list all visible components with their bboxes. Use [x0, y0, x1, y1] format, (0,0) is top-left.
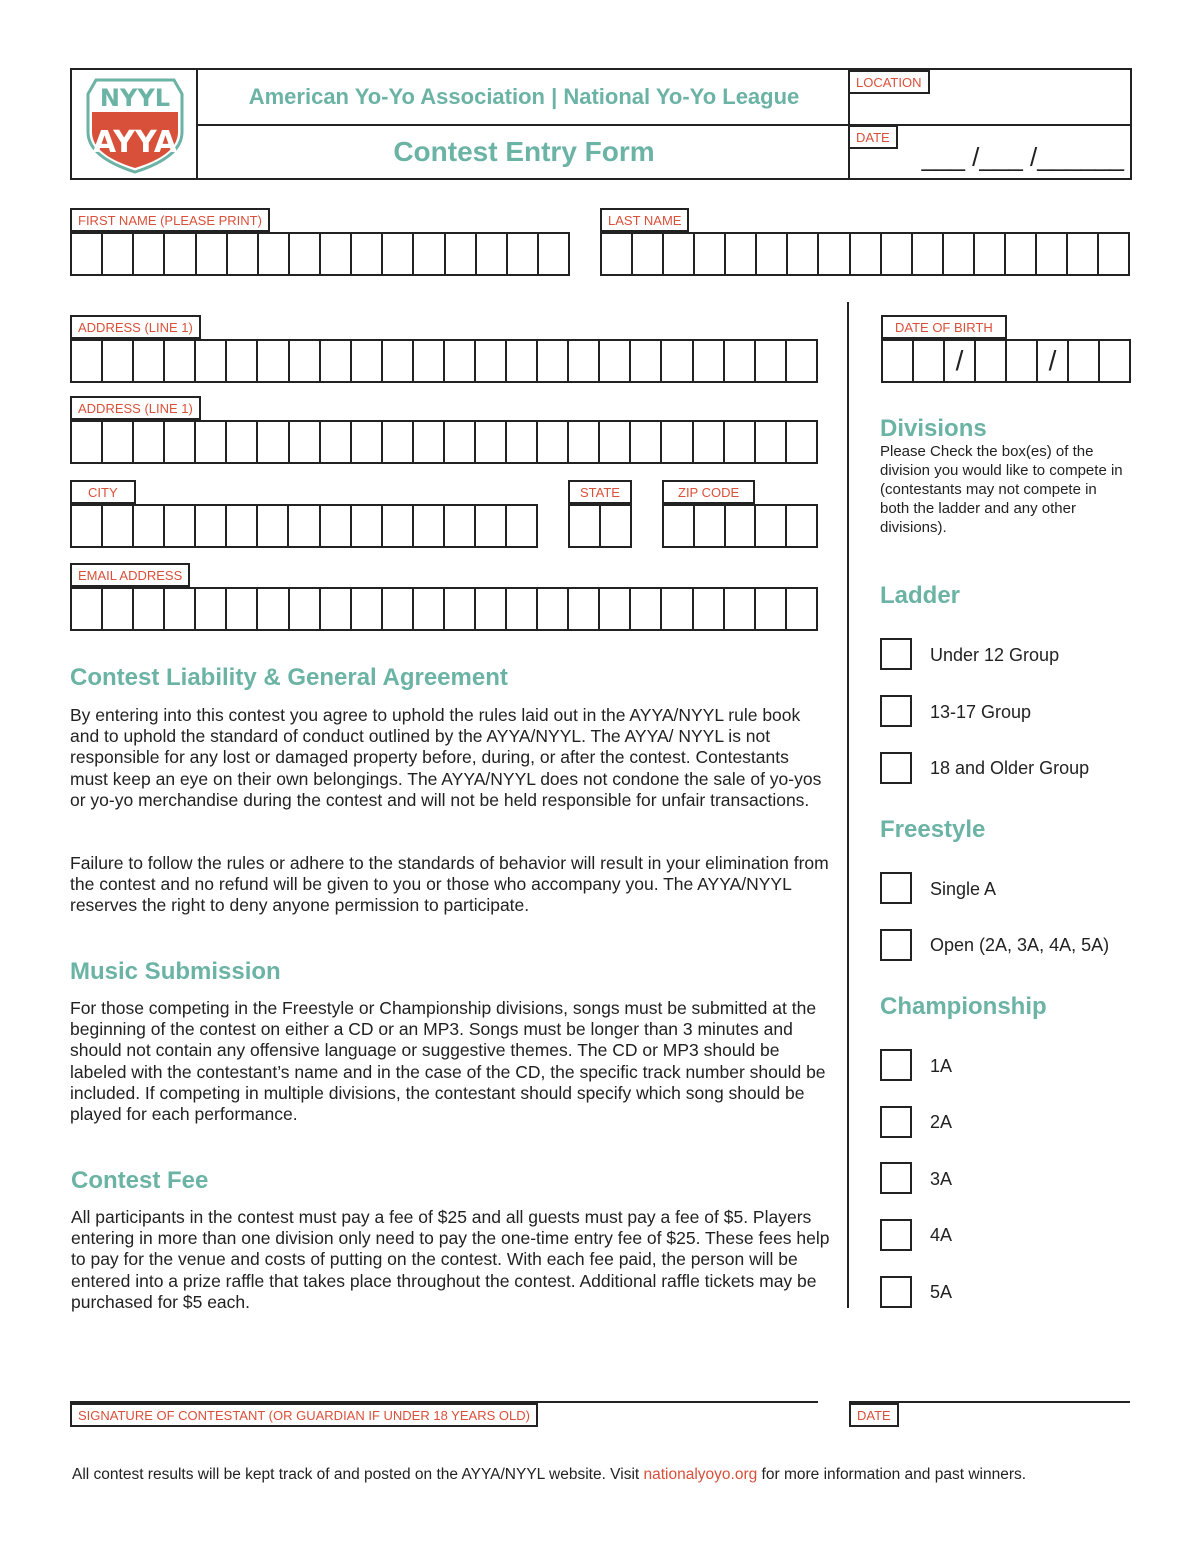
- divisions-instructions: Please Check the box(es) of the division you would like to compete in (contestants may not compete in both the ladder and any other divisions).: [880, 443, 1123, 536]
- footer-link[interactable]: nationalyoyo.org: [643, 1466, 758, 1483]
- signature-date-label: DATE: [849, 1403, 899, 1427]
- address1-input[interactable]: [70, 339, 818, 383]
- checkbox-18-older[interactable]: [880, 752, 912, 784]
- signature-label: SIGNATURE OF CONTESTANT (OR GUARDIAN IF UNDER 18 YEARS OLD): [70, 1403, 538, 1427]
- championship-option-3a: 3A: [930, 1169, 953, 1189]
- liability-paragraph-1: By entering into this contest you agree to uphold the rules laid out in the AYYA/NYYL rule book and to uphold the standard of conduct outlined by the AYYA/NYYL. The AYYA/ NYYL is not responsible for any lost or damaged property before, during, or after the contest. Contestants must keep an eye on their own belongings. The AYYA/NYYL does not condone the sale of yo-yos or yo-yo merchandise during the contest and will not be held responsible for unfair transactions.: [70, 705, 822, 810]
- dob-label: DATE OF BIRTH: [881, 315, 1007, 339]
- logo-bottom-text: AYYA: [92, 125, 178, 160]
- header-date-label: DATE: [848, 125, 898, 149]
- championship-title: Championship: [880, 993, 1047, 1020]
- ladder-option-13-17: 13-17 Group: [930, 702, 1032, 722]
- ladder-option-under-12: Under 12 Group: [930, 645, 1060, 665]
- freestyle-option-open: Open (2A, 3A, 4A, 5A): [930, 935, 1110, 955]
- checkbox-single-a[interactable]: [880, 872, 912, 904]
- freestyle-title: Freestyle: [880, 816, 986, 843]
- header-date-field[interactable]: ___ /___ /______: [921, 142, 1124, 172]
- address1-label: ADDRESS (LINE 1): [70, 315, 201, 339]
- footer-note: [72, 1466, 1026, 1484]
- first-name-label: FIRST NAME (PLEASE PRINT): [70, 208, 270, 232]
- divisions-title: Divisions: [880, 415, 987, 442]
- music-title: Music Submission: [70, 958, 281, 985]
- checkbox-4a[interactable]: [880, 1219, 912, 1251]
- location-field[interactable]: [852, 96, 1130, 124]
- liability-title: Contest Liability & General Agreement: [70, 664, 508, 691]
- championship-option-2a: 2A: [930, 1112, 953, 1132]
- fee-paragraph: All participants in the contest must pay a fee of $25 and all guests must pay a fee of $5. Players entering in more than one division only need to pay the one-time entry fee of $25. These fees help to pay for the venue and costs of putting on the contest. With each fee paid, the person will be entered into a prize raffle that takes place throughout the contest. Additional raffle tickets may be purchased for $5 each.: [71, 1207, 830, 1312]
- footer-text-before: All contest results will be kept track of and posted on the AYYA/NYYL website. Visit: [72, 1466, 644, 1483]
- location-label: LOCATION: [848, 70, 930, 94]
- last-name-label: LAST NAME: [600, 208, 689, 232]
- logo-cell: [72, 70, 198, 178]
- logo-top-text: NYYL: [99, 84, 171, 112]
- checkbox-under-12[interactable]: [880, 638, 912, 670]
- checkbox-open[interactable]: [880, 929, 912, 961]
- checkbox-13-17[interactable]: [880, 695, 912, 727]
- header-divider: [198, 124, 1130, 126]
- freestyle-option-single-a: Single A: [930, 879, 997, 899]
- championship-option-5a: 5A: [930, 1282, 953, 1302]
- address2-label: ADDRESS (LINE 1): [70, 396, 201, 420]
- checkbox-1a[interactable]: [880, 1049, 912, 1081]
- state-input[interactable]: [568, 504, 632, 548]
- checkbox-2a[interactable]: [880, 1106, 912, 1138]
- address2-input[interactable]: [70, 420, 818, 464]
- championship-option-4a: 4A: [930, 1225, 953, 1245]
- city-input[interactable]: [70, 504, 538, 548]
- zip-input[interactable]: [662, 504, 818, 548]
- checkbox-5a[interactable]: [880, 1276, 912, 1308]
- form-title: Contest Entry Form: [393, 136, 655, 167]
- city-label: CITY: [70, 480, 136, 504]
- state-label: STATE: [568, 480, 632, 504]
- zip-label: ZIP CODE: [662, 480, 755, 504]
- ladder-title: Ladder: [880, 582, 961, 609]
- music-paragraph: For those competing in the Freestyle or Championship divisions, songs must be submitted at the beginning of the contest on either a CD or an MP3. Songs must be longer than 3 minutes and should not contain any offensive language or suggestive themes. The CD or MP3 should be labeled with the contestant’s name and in the case of the CD, the specific track number should be included. If competing in multiple divisions, the contestant should specify which song should be played for each performance.: [70, 998, 826, 1125]
- footer-text-after: for more information and past winners.: [757, 1466, 1027, 1483]
- column-divider: [847, 302, 849, 1308]
- ladder-option-18-older: 18 and Older Group: [930, 758, 1090, 778]
- ayya-nyyl-logo: [74, 72, 196, 176]
- email-input[interactable]: [70, 587, 818, 631]
- email-label: EMAIL ADDRESS: [70, 563, 190, 587]
- last-name-input[interactable]: [600, 232, 1130, 276]
- dob-input[interactable]: [881, 339, 1131, 383]
- form-header: [70, 68, 1132, 180]
- org-title: American Yo-Yo Association | National Yo-Yo League: [248, 84, 800, 109]
- championship-option-1a: 1A: [930, 1056, 953, 1076]
- checkbox-3a[interactable]: [880, 1162, 912, 1194]
- liability-paragraph-2: Failure to follow the rules or adhere to the standards of behavior will result in your elimination from the contest and no refund will be given to you or those who accompany you. The AYYA/NYYL reserves the right to deny anyone permission to participate.: [70, 853, 829, 916]
- first-name-input[interactable]: [70, 232, 570, 276]
- fee-title: Contest Fee: [71, 1167, 209, 1194]
